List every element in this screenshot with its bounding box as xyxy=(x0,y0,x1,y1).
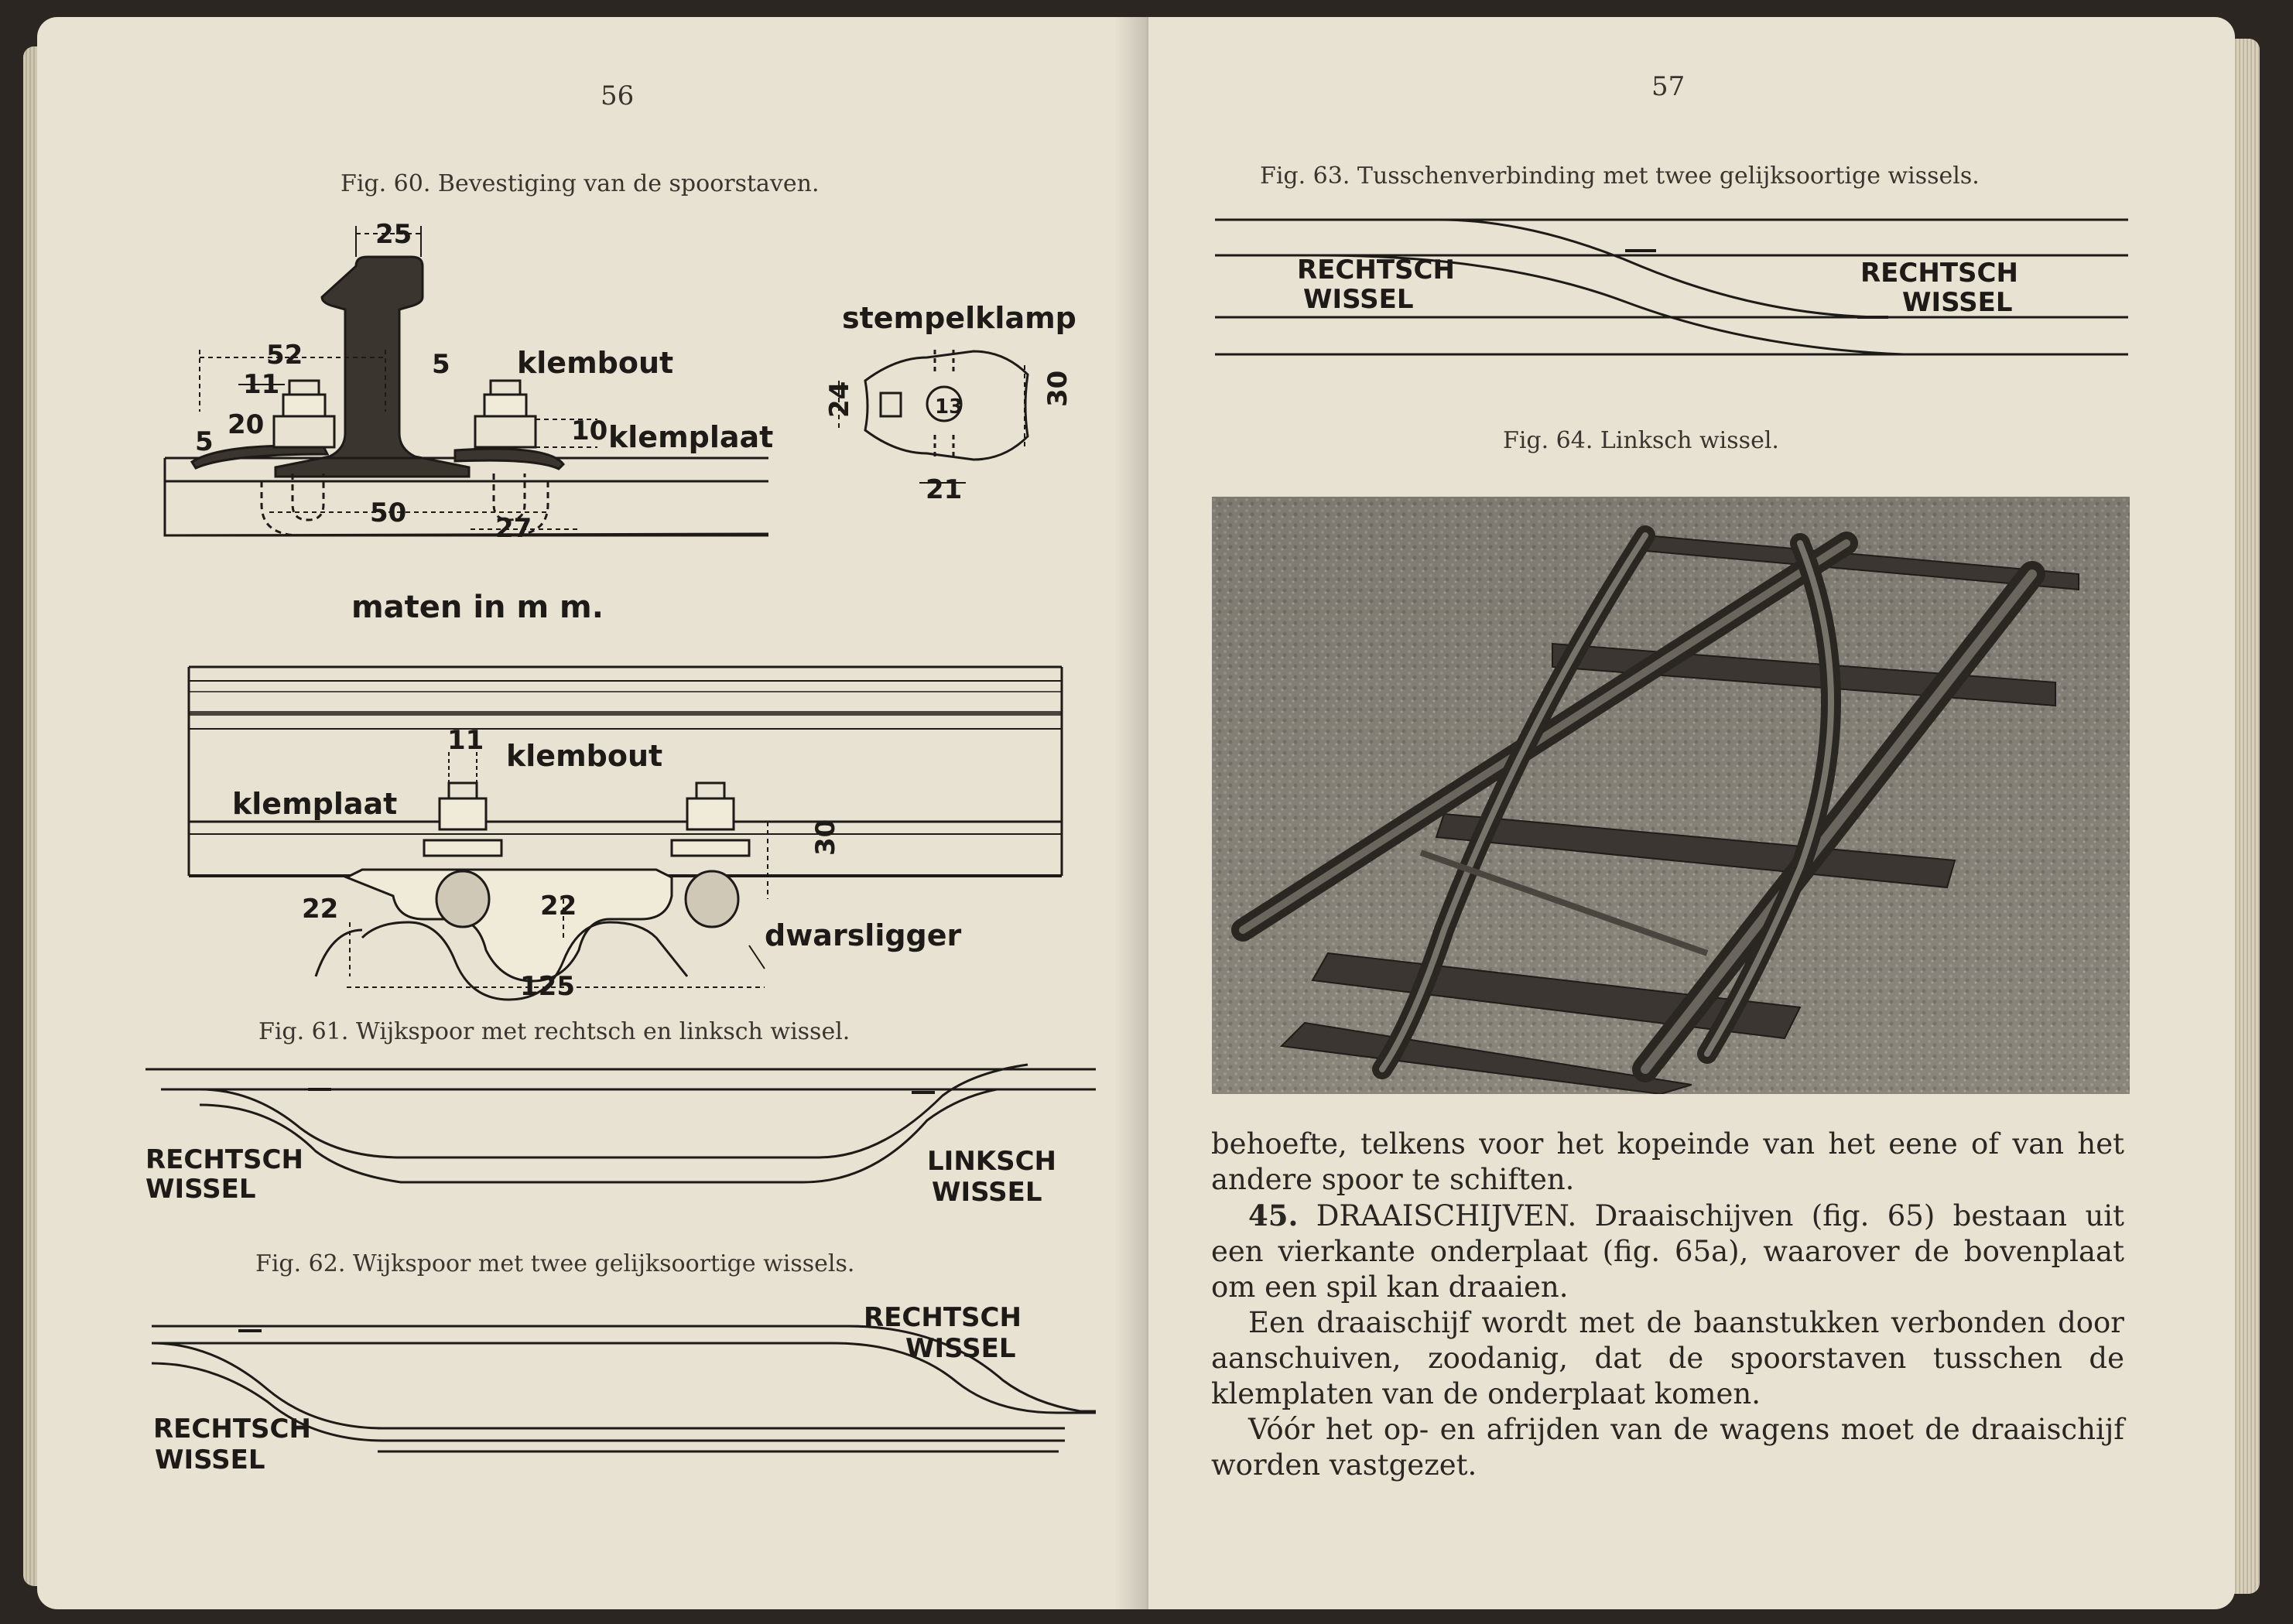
label-klemplaat-side: klemplaat xyxy=(232,787,398,821)
dim-11-side: 11 xyxy=(447,725,484,756)
fig60-rail-section xyxy=(37,17,1148,1023)
fig61-left-label-1: RECHTSCH xyxy=(145,1144,303,1175)
dim-20: 20 xyxy=(228,409,265,440)
fig61-right-label-1: LINKSCH xyxy=(927,1146,1057,1177)
dim-22a: 22 xyxy=(302,894,339,925)
dim-50: 50 xyxy=(370,497,407,528)
fig62-top-label-2: WISSEL xyxy=(905,1333,1016,1364)
section-number-45: 45. xyxy=(1248,1198,1299,1233)
dim-30: 30 xyxy=(1042,370,1073,407)
fig61-right-label-2: WISSEL xyxy=(932,1177,1042,1208)
fig62-top-label-1: RECHTSCH xyxy=(864,1302,1022,1333)
fig61-caption: Fig. 61. Wijkspoor met rechtsch en linksch wissel. xyxy=(258,1018,850,1045)
label-klembout-side: klembout xyxy=(506,739,663,773)
fig63-right-label-1: RECHTSCH xyxy=(1860,258,2018,289)
dim-5a: 5 xyxy=(432,349,450,380)
fig62-caption: Fig. 62. Wijkspoor met twee gelijksoortige wissels. xyxy=(255,1250,855,1277)
dim-11: 11 xyxy=(243,369,280,400)
fig62-bottom-label-1: RECHTSCH xyxy=(153,1414,311,1445)
fig63-left-label-1: RECHTSCH xyxy=(1297,255,1455,285)
fig64-caption: Fig. 64. Linksch wissel. xyxy=(1503,427,1779,454)
label-dwarsligger: dwarsligger xyxy=(765,918,962,952)
dim-10: 10 xyxy=(571,415,608,446)
dim-25: 25 xyxy=(375,219,412,250)
dim-27: 27 xyxy=(495,513,532,544)
fig63-left-label-2: WISSEL xyxy=(1303,284,1414,315)
label-klemplaat: klemplaat xyxy=(608,420,774,454)
paragraph-3: Een draaischijf wordt met de baanstukken verbonden door aanschuiven, zoodanig, dat de spoorstaven tusschen de klemplaten van de onderplaat komen. xyxy=(1211,1306,2124,1410)
dim-21: 21 xyxy=(926,474,963,505)
fig63-right-label-2: WISSEL xyxy=(1902,287,2013,318)
dim-52: 52 xyxy=(266,340,303,371)
dim-30-side: 30 xyxy=(810,819,841,856)
paragraph-4: Vóór het op- en afrijden van de wagens moet de draaischijf worden vastgezet. xyxy=(1211,1413,2124,1482)
label-klembout: klembout xyxy=(517,346,674,380)
page-number-right: 57 xyxy=(1651,71,1686,102)
dim-22b: 22 xyxy=(540,891,577,921)
fig61-diagram xyxy=(37,1054,1148,1232)
paragraph-1: behoefte, telkens voor het kopeinde van het eene of van het andere spoor te schiften. xyxy=(1211,1127,2124,1196)
page-number-left: 56 xyxy=(601,80,635,111)
fig63-caption: Fig. 63. Tusschenverbinding met twee gelijksoortige wissels. xyxy=(1260,162,1980,190)
fig61-left-label-2: WISSEL xyxy=(145,1174,256,1205)
dim-13: 13 xyxy=(935,395,963,419)
fig62-bottom-label-2: WISSEL xyxy=(155,1445,265,1475)
label-maten: maten in m m. xyxy=(351,590,604,625)
fig63-diagram xyxy=(1207,201,2128,379)
page-57-text xyxy=(1211,1127,2124,1483)
dim-24: 24 xyxy=(824,381,855,418)
fig60-caption: Fig. 60. Bevestiging van de spoorstaven. xyxy=(341,170,820,197)
dim-5b: 5 xyxy=(195,426,214,457)
fig62-diagram xyxy=(37,1286,1148,1487)
fig64-photo-linksch-wissel xyxy=(1212,497,2130,1094)
label-stempelklamp: stempelklamp xyxy=(842,301,1076,335)
left-page xyxy=(37,17,1148,1609)
paragraph-45-text: DRAAISCHIJVEN. Draaischijven (fig. 65) bestaan uit een vierkante onderplaat (fig. 65a), waarover de bovenplaat om een spil kan draaien. xyxy=(1211,1199,2124,1304)
dim-125: 125 xyxy=(520,971,575,1002)
paragraph-45 xyxy=(1211,1198,2124,1305)
